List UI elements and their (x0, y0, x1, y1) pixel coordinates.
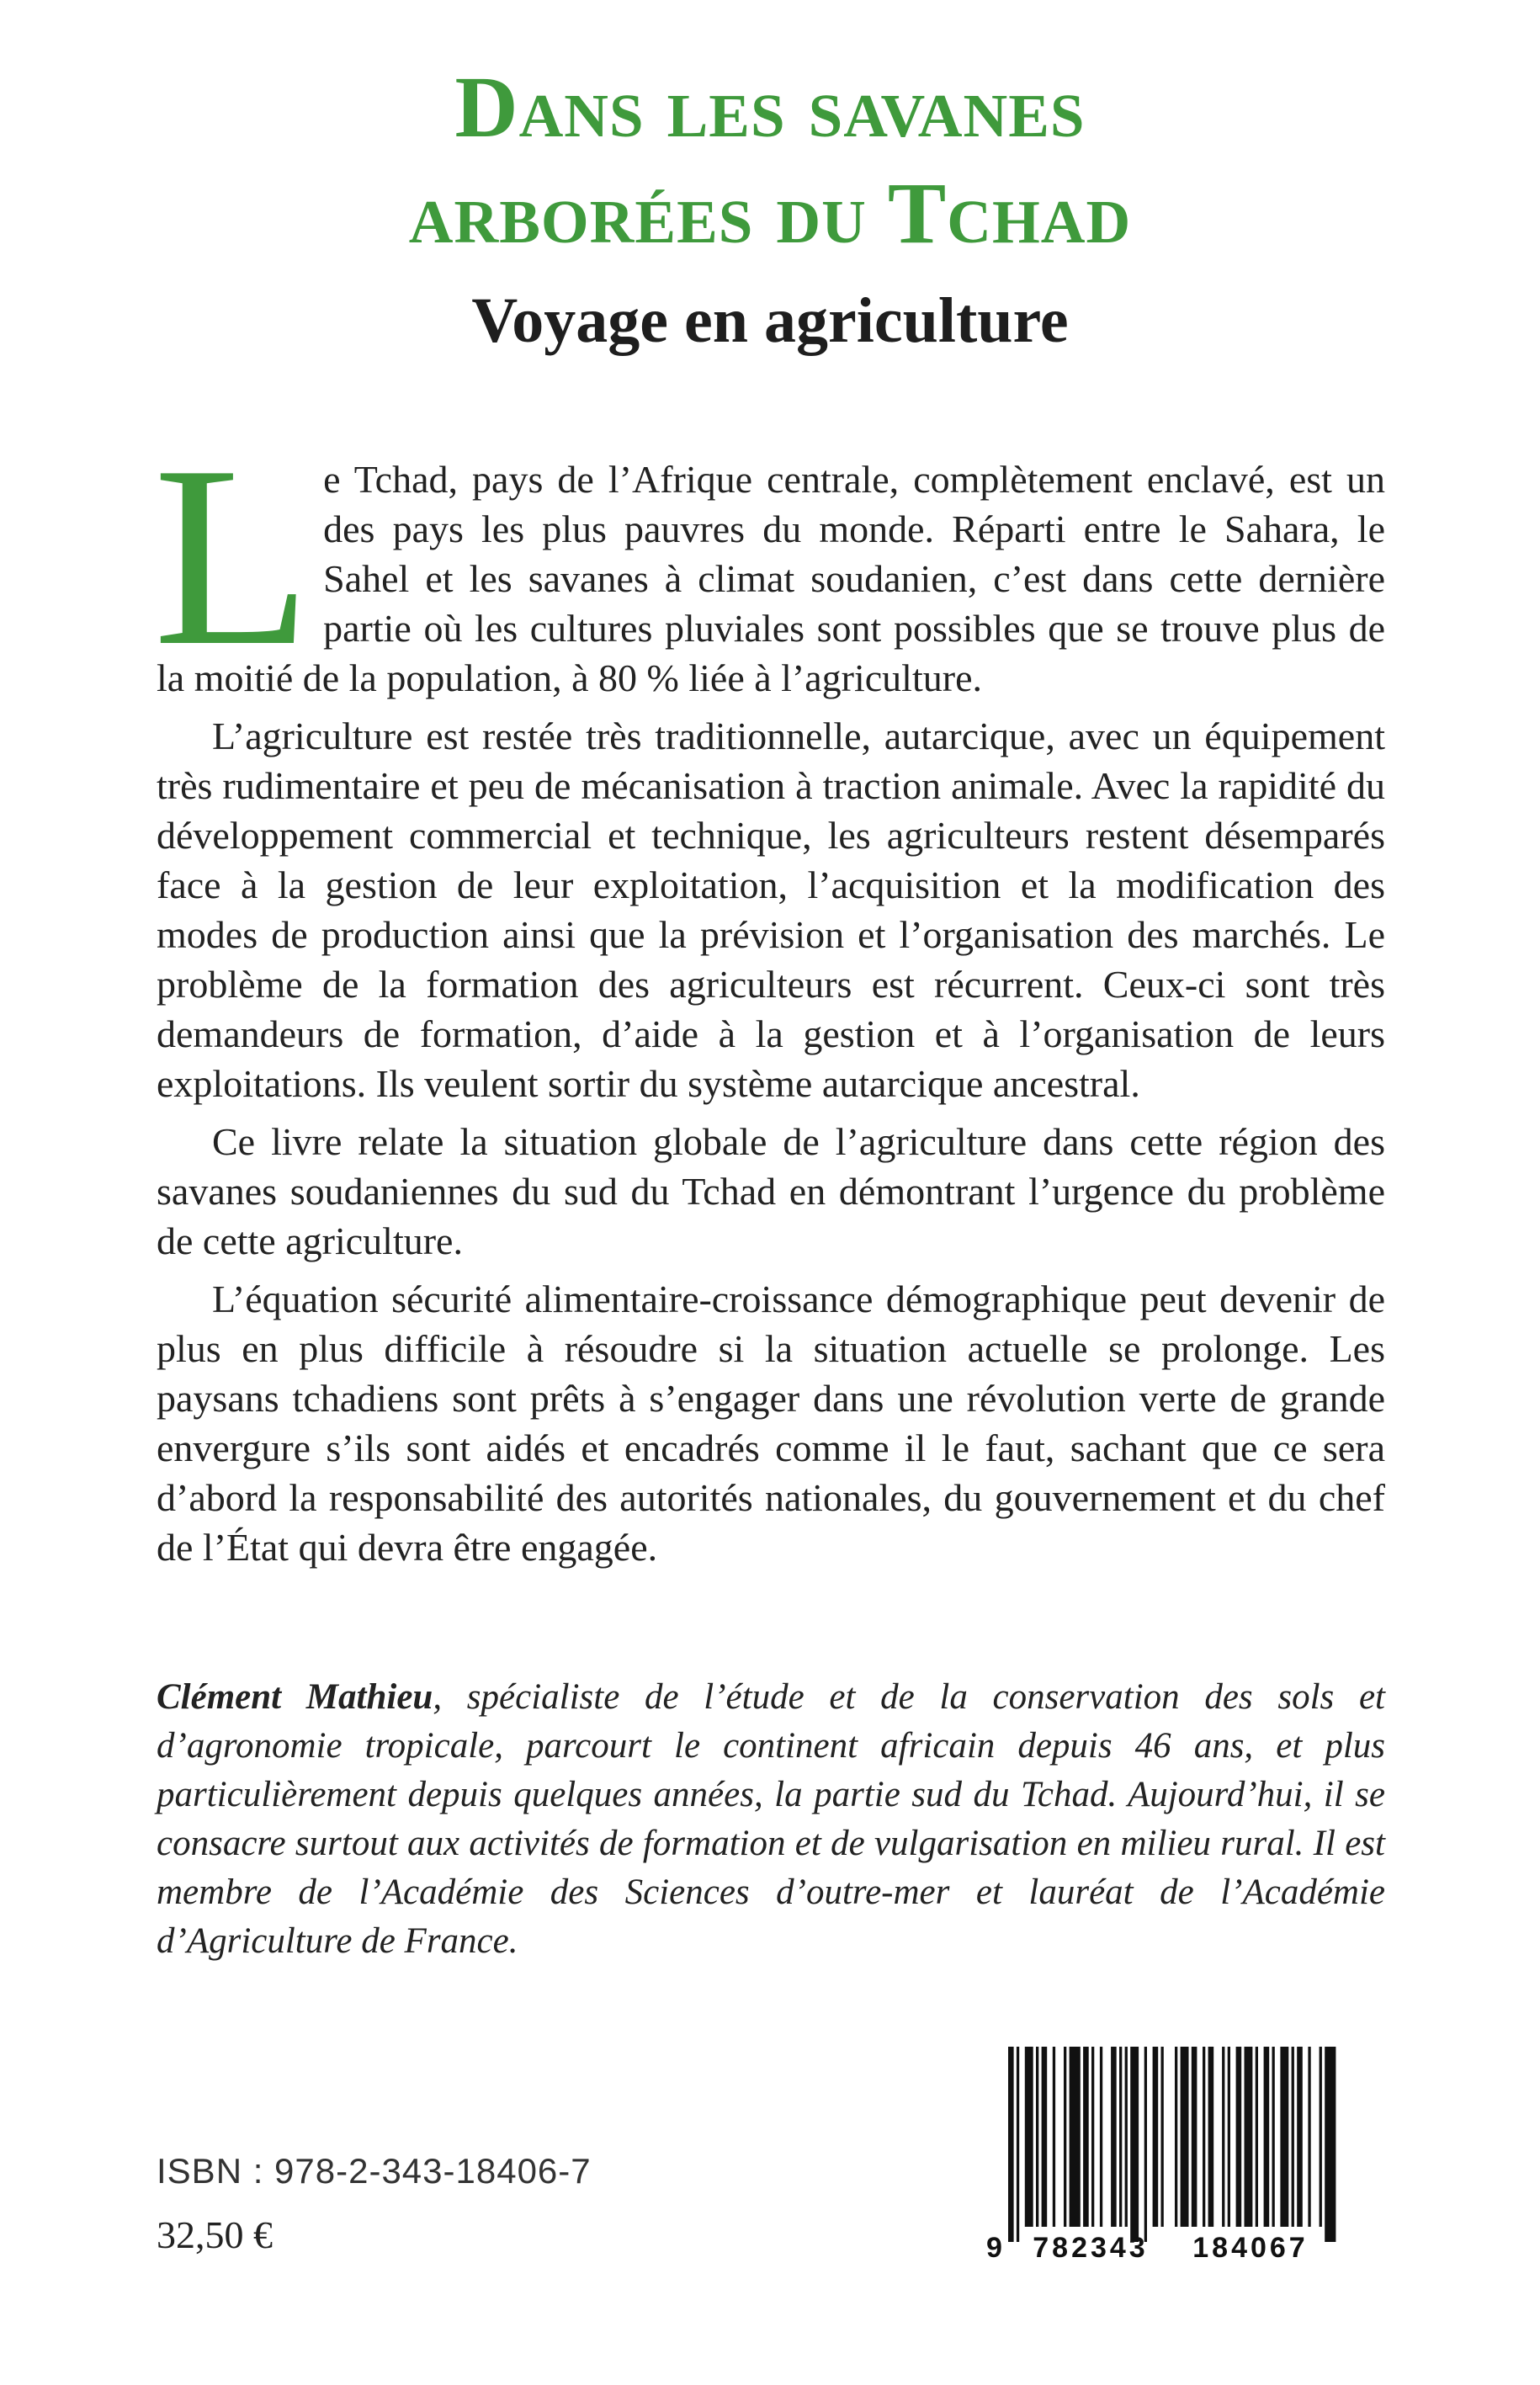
isbn: ISBN : 978-2-343-18406-7 (157, 2151, 592, 2191)
barcode-bar (1181, 2047, 1189, 2227)
barcode-bar (1320, 2047, 1322, 2227)
barcode (983, 2047, 1355, 2265)
barcode-graphic (983, 2047, 1355, 2265)
barcode-bar (1256, 2047, 1258, 2227)
barcode-bar (1192, 2047, 1197, 2227)
summary-paragraph-1 (153, 412, 1385, 703)
price: 32,50 € (157, 2213, 273, 2256)
barcode-bar (1111, 2047, 1117, 2227)
barcode-bar (1208, 2047, 1214, 2227)
drop-cap: L (153, 412, 312, 699)
barcode-bar (1144, 2047, 1147, 2242)
barcode-bar (1292, 2047, 1294, 2227)
barcode-first-digit: 9 (986, 2232, 1002, 2264)
book-subtitle: Voyage en agriculture (471, 285, 1069, 356)
barcode-bar (1125, 2047, 1128, 2227)
barcode-bar (1042, 2047, 1048, 2227)
barcode-bar (1053, 2047, 1055, 2227)
summary-paragraph-1-text: e Tchad, pays de l’Afrique centrale, complètement enclavé, est un des pays les plus pauvres du monde. Réparti entre le Sahara, le Sahel et les savanes à climat soudanien, c’est dans cette dernière partie où les cultures pluviales sont possibles que se trouve plus de la moitié de la population, à 80 % liée à l’agriculture. (157, 458, 1385, 699)
barcode-bar (1100, 2047, 1102, 2227)
barcode-bar (1161, 2047, 1164, 2227)
barcode-bar (1083, 2047, 1089, 2227)
barcode-bar (1070, 2047, 1081, 2227)
barcode-bar (1325, 2047, 1336, 2242)
author-bio (157, 1673, 1385, 1966)
barcode-bar (1308, 2047, 1310, 2227)
barcode-bar (1203, 2047, 1205, 2227)
barcode-bar (1153, 2047, 1159, 2227)
barcode-bar (1280, 2047, 1288, 2227)
barcode-bar (1119, 2047, 1122, 2227)
barcode-bar (1228, 2047, 1230, 2227)
barcode-bar (1222, 2047, 1224, 2227)
author-bio-text: , spécialiste de l’étude et de la conservation des sols et d’agronomie tropicale, parcourt le continent africain depuis 46 ans, et plus particulièrement depuis quelques années, la partie sud du Tchad. Aujourd’hui, il se consacre surtout aux activités de formation et de vulgarisation en milieu rural. Il est membre de l’Académie des Sciences d’outre-mer et lauréat de l’Académie d’Agriculture de France. (157, 1677, 1385, 1961)
barcode-right-digits: 184067 (1192, 2232, 1309, 2264)
barcode-left-digits: 782343 (1033, 2232, 1149, 2264)
barcode-bar (1017, 2047, 1019, 2242)
barcode-bar (1064, 2047, 1066, 2227)
book-title-line-2: arborées du Tchad (408, 165, 1132, 262)
barcode-bar (1264, 2047, 1270, 2227)
barcode-bar (1130, 2047, 1139, 2242)
barcode-bar (1008, 2047, 1014, 2242)
author-name: Clément Mathieu (157, 1677, 433, 1717)
summary-paragraph-3: Ce livre relate la situation globale de l’agriculture dans cette région des savanes soudaniennes du sud du Tchad en démontrant l’urgence du problème de cette agriculture. (157, 1120, 1385, 1262)
barcode-bar (1036, 2047, 1038, 2227)
summary-paragraph-2: L’agriculture est restée très traditionnelle, autarcique, avec un équipement très rudimentaire et peu de mécanisation à traction animale. Avec la rapidité du développement commercial et technique, les agriculteurs restent désemparés face à la gestion de leur exploitation, l’acquisition et la modification des modes de production ainsi que la prévision et l’organisation des marchés. Le problème de la formation des agriculteurs est récurrent. Ceux-ci sont très demandeurs de formation, d’aide à la gestion et à l’organisation de leurs exploitations. Ils veulent sortir du système autarcique ancestral. (157, 714, 1385, 1105)
barcode-bar (1297, 2047, 1303, 2227)
barcode-bar (1175, 2047, 1177, 2227)
barcode-bar (1025, 2047, 1033, 2227)
book-title-line-1: Dans les savanes (454, 59, 1086, 156)
back-cover-summary (153, 412, 1385, 1580)
barcode-bar (1272, 2047, 1275, 2227)
barcode-bar (1236, 2047, 1242, 2227)
barcode-bar (1245, 2047, 1253, 2227)
barcode-bar (1091, 2047, 1094, 2227)
summary-paragraph-4: L’équation sécurité alimentaire-croissance démographique peut devenir de plus en plus difficile à résoudre si la situation actuelle se prolonge. Les paysans tchadiens sont prêts à s’engager dans une révolution verte de grande envergure s’ils sont aidés et encadrés comme il le faut, sachant que ce sera d’abord la responsabilité des autorités nationales, du gouvernement et du chef de l’État qui devra être engagée. (157, 1277, 1385, 1569)
